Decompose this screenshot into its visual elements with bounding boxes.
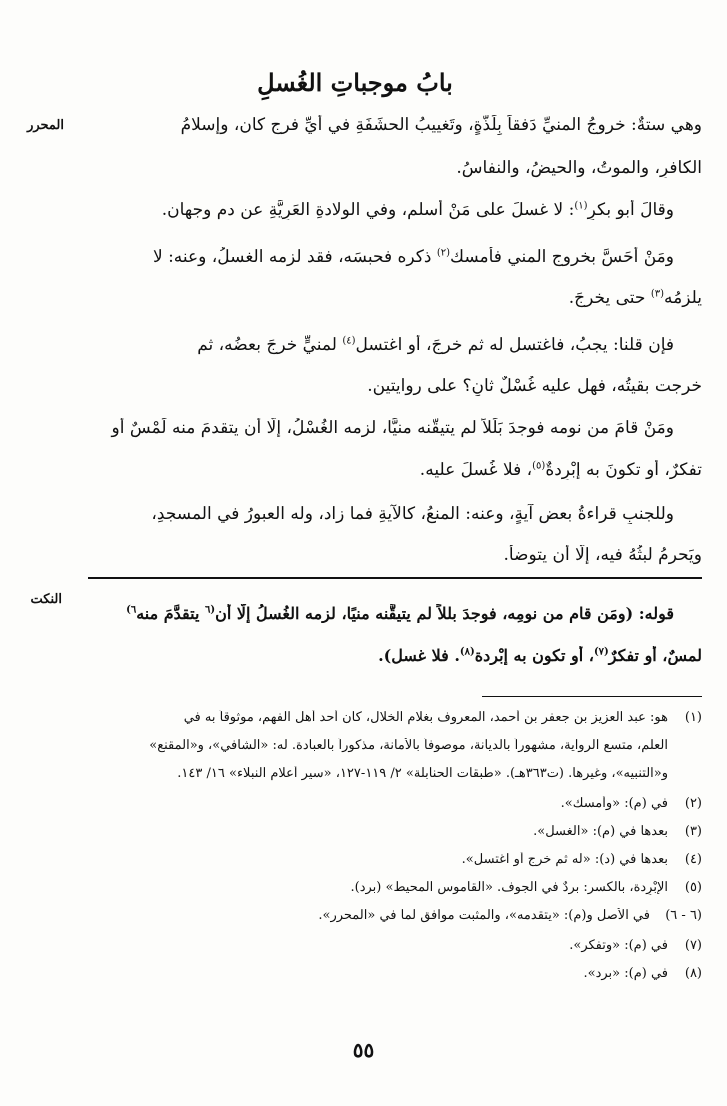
footnote-7 bbox=[70, 938, 702, 953]
footnote-text: في (م): «وتفكر». bbox=[569, 938, 668, 953]
footnote-number: (٢) bbox=[684, 796, 702, 811]
footnote-1 bbox=[70, 710, 702, 725]
footnote-2 bbox=[70, 796, 702, 811]
text-span: يتقدَّمَ منه bbox=[136, 604, 205, 623]
text-span: حتى يخرجَ. bbox=[568, 288, 651, 308]
footnote-number: (٤) bbox=[684, 852, 702, 867]
footnote-text: في (م): «وأمسك». bbox=[560, 796, 668, 811]
footnote-ref: (٥) bbox=[532, 460, 546, 472]
main-line-3 bbox=[88, 200, 702, 220]
footnote-number: (٥) bbox=[684, 880, 702, 895]
footnote-number: (٨) bbox=[684, 966, 702, 981]
text-span: فإن قلنا: يجبُ، فاغتسل له ثم خرجَ، أو اغتسل bbox=[355, 335, 674, 355]
text-span: . فلا غسل). bbox=[378, 646, 460, 665]
footnote-ref: (٧) bbox=[593, 646, 609, 658]
main-line-4 bbox=[88, 247, 702, 267]
text-span: : لا غسلَ على مَنْ أسلم، وفي الولادةِ العَرِيَّةِ عن دمٍ وجهان. bbox=[161, 200, 575, 220]
text-span: تفكرٌ، أو تكونَ به إبْرِدةٌ bbox=[545, 460, 702, 480]
main-line-7: خرجت بقيتُه، فهل عليه غُسْلٌ ثانٍ؟ على روايتين. bbox=[367, 376, 702, 396]
text-span: ذكره فحبسَه، فقد لزمه الغسلُ، وعنه: لا bbox=[152, 247, 437, 267]
footnote-5 bbox=[70, 880, 702, 895]
main-line-2: الكافرِ، والموتُ، والحيضُ، والنفاسُ. bbox=[456, 158, 702, 178]
main-line-6 bbox=[88, 335, 702, 355]
text-span: يلزمُه bbox=[664, 288, 702, 308]
footnote-3 bbox=[70, 824, 702, 839]
main-line-9 bbox=[88, 460, 702, 480]
footnote-text: الإبْرِدة، بالكسر: بردٌ في الجوف. «القاموس المحيط» (برد). bbox=[350, 880, 668, 895]
nukat-line-2 bbox=[88, 646, 702, 665]
footnote-ref: (٣) bbox=[650, 288, 665, 300]
text-span: ، أو تكون به إبْرِدة bbox=[474, 646, 594, 665]
main-line-11: ويَحرمُ لبثُهُ فيه، إلَّا أن يتوضأَ. bbox=[503, 545, 702, 565]
footnote-1-cont-2: و«التنبيه»، وغيرها. (ت٣٦٣هـ). «طبقات الحنابلة» ٢/ ١١٩-١٢٧، «سير أعلام النبلاء» ١٦/ ١٤٣. bbox=[177, 766, 668, 781]
footnote-ref: (٤) bbox=[342, 335, 356, 347]
footnote-number: (٣) bbox=[684, 824, 702, 839]
text-span: قوله: (ومَن قام من نومِه، فوجدَ بللاً لم يتيقَّنه منيًا، لزمه الغُسلُ إلّا أن bbox=[215, 604, 674, 623]
side-label-muharrar: المحرر bbox=[27, 118, 64, 133]
footnote-ref: ٦) bbox=[126, 604, 137, 616]
footnote-text: هو: عبد العزيز بن جعفر بن أحمد، المعروف بغلام الخلال، كان أحد أهل الفهم، موثوقاً به في bbox=[183, 710, 668, 725]
text-span: وقالَ أبو بكرٍ bbox=[587, 200, 674, 220]
main-line-1: وهي ستةٌ: خروجُ المنيِّ دَفقاً بِلَذَّةٍ، وتَغييبُ الحشَفَةِ في أيِّ فرجٍ كان، وإسلامُ bbox=[180, 115, 702, 135]
footnote-ref: (١) bbox=[574, 200, 588, 212]
footnote-text: في (م): «برد». bbox=[583, 966, 668, 981]
main-line-10: وللجنبِ قراءةُ بعضِ آيةٍ، وعنه: المنعُ، كالآيةِ فما زاد، وله العبورُ في المسجدِ، bbox=[151, 504, 674, 524]
footnote-number: (٦ - ٦) bbox=[665, 908, 702, 923]
text-span: ، فلا غُسلَ عليه. bbox=[419, 460, 533, 480]
section-divider bbox=[88, 577, 702, 579]
footnote-text: بعدها في (م): «الغسل». bbox=[533, 824, 668, 839]
footnote-text: بعدها في (د): «له ثم خرج أو اغتسل». bbox=[461, 852, 668, 867]
chapter-title: بابُ موجباتِ الغُسلِ bbox=[257, 68, 453, 97]
text-span: ومَنْ أَحَسَّ بخروجِ المني فأمسك bbox=[450, 247, 674, 267]
footnote-4 bbox=[70, 852, 702, 867]
footnote-ref: (٢) bbox=[436, 247, 451, 259]
text-span: لمنيٍّ خرجَ بعضُه، ثم bbox=[197, 335, 343, 355]
footnote-ref: (٨) bbox=[459, 646, 475, 658]
footnote-number: (٧) bbox=[684, 938, 702, 953]
footnote-6 bbox=[70, 908, 702, 923]
side-label-nukat: النكت bbox=[30, 592, 62, 607]
footnote-1-cont-1: العلم، متسع الرواية، مشهوراً بالديانة، موصوفاً بالأمانة، مذكوراً بالعبادة. له: «الشافي»، و«المقنع» bbox=[149, 738, 668, 753]
footnote-ref: (٦ bbox=[205, 604, 216, 616]
text-span: لمسٌ، أو تفكرٌ bbox=[608, 646, 702, 665]
footnote-divider bbox=[482, 696, 702, 697]
footnote-text: في الأصل و(م): «يتقدمه»، والمثبت موافق لما في «المحرر». bbox=[318, 908, 650, 923]
footnote-8 bbox=[70, 966, 702, 981]
nukat-line-1 bbox=[88, 604, 702, 623]
footnote-number: (١) bbox=[684, 710, 702, 725]
page-number: ٥٥ bbox=[352, 1038, 375, 1062]
main-line-8: ومَنْ قامَ من نومه فوجدَ بَلَلاً لم يتيقَّنه منيًّا، لزمه الغُسْلُ، إلَّا أن يتقدمَ منه لَمْسٌ أو bbox=[111, 418, 674, 438]
main-line-5 bbox=[88, 288, 702, 308]
